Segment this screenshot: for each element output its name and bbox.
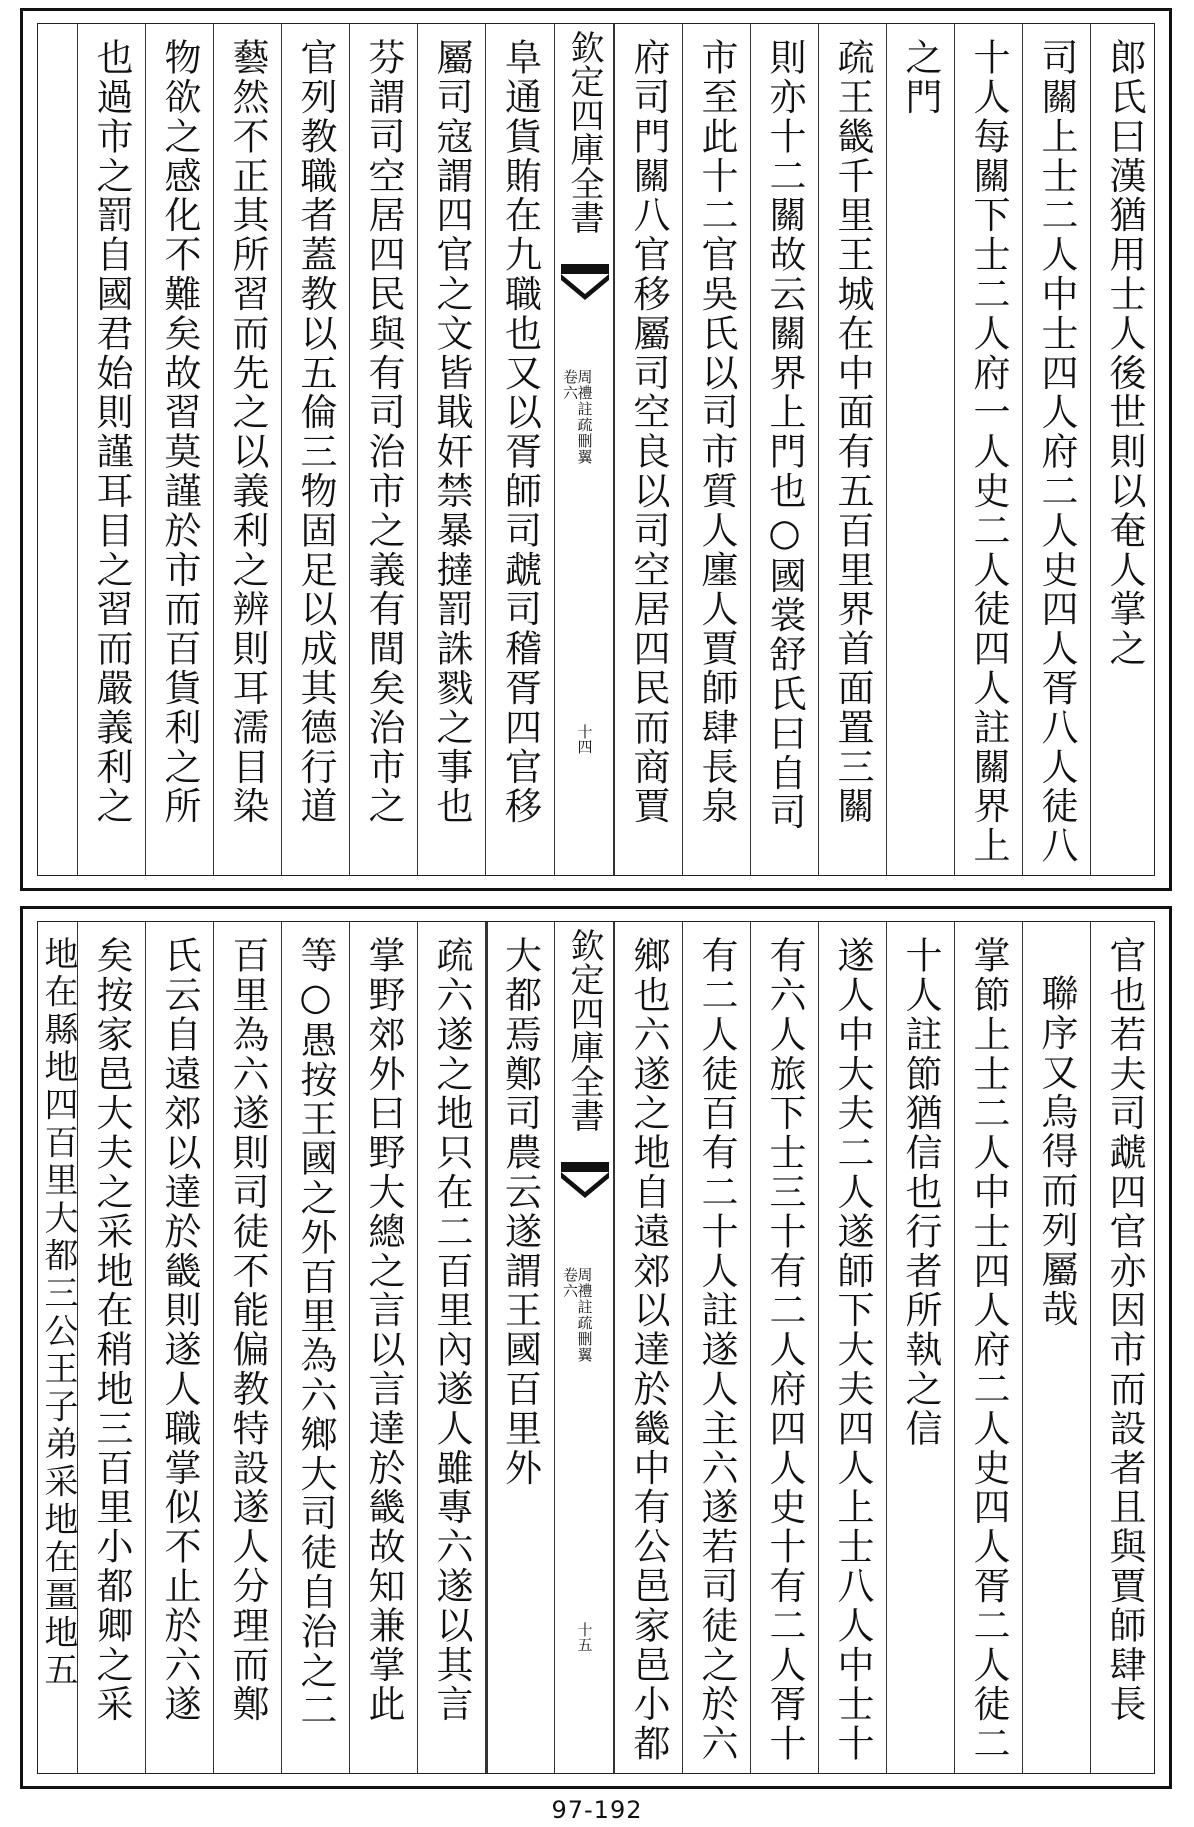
text-column: [1090, 24, 1158, 875]
text-column: [750, 24, 818, 875]
column-text: 疏王畿千里王城在中面有五百里界首面置三關: [831, 38, 874, 826]
column-text: 鄉也六遂之地自遠郊以達於畿中有公邑家邑小都: [627, 936, 670, 1764]
text-column: [818, 24, 886, 875]
text-column: [486, 24, 554, 875]
column-text: 矣按家邑大夫之采地在稍地三百里小都卿之采: [90, 936, 133, 1724]
text-column: [614, 922, 682, 1773]
text-column: [418, 922, 486, 1773]
text-column: [1022, 922, 1090, 1773]
text-column: [1022, 24, 1090, 875]
column-text: 阜通貨賄在九職也又以胥師司虣司稽胥四官移: [498, 38, 542, 826]
text-column: [1090, 922, 1158, 1773]
column-text: 十人每關下士二人府一人史二人徒四人註關界上: [967, 38, 1010, 866]
column-text: 大都焉鄭司農云遂謂王國百里外: [498, 936, 542, 1488]
text-column: [682, 922, 750, 1773]
text-column: [146, 24, 214, 875]
text-column: [886, 922, 954, 1773]
column-text: 遂人中大夫二人遂師下大夫四人上士八人中士十: [831, 936, 874, 1764]
text-column: [350, 922, 418, 1773]
bottom-page: [20, 906, 1172, 1789]
column-text: 也過市之罰自國君始則謹耳目之習而嚴義利之: [90, 38, 133, 826]
text-column: [954, 24, 1022, 875]
text-column: [418, 24, 486, 875]
column-text: 掌野郊外曰野大總之言以言達於畿故知兼掌此: [362, 936, 405, 1724]
text-column: [214, 922, 282, 1773]
column-text: 聯序又烏得而列屬哉: [1035, 974, 1078, 1329]
column-text: 官也若夫司虣四官亦因市而設者且與賈師肆長: [1103, 936, 1146, 1724]
text-column: [214, 24, 282, 875]
column-text: 地在縣地四百里大都三公王子弟采地在畺地五: [38, 936, 78, 1690]
page-number: 97-192: [551, 1796, 643, 1824]
text-column: [614, 24, 682, 875]
folio-number: 十四: [575, 724, 594, 754]
bottom-page-frame: [37, 921, 1155, 1774]
column-text: 屬司寇謂四官之文皆戢奸禁暴撻罰誅戮之事也: [430, 38, 473, 826]
text-column: [282, 922, 350, 1773]
column-text: 則亦十二關故云關界上門也○國裳舒氏曰自司: [763, 38, 806, 832]
column-text: 物欲之感化不難矣故習莫謹於市而百貨利之所: [158, 38, 201, 826]
column-text: 郎氏曰漢猶用士人後世則以奄人掌之: [1103, 38, 1146, 669]
column-text: 疏六遂之地只在二百里內遂人雖專六遂以其言: [430, 936, 473, 1724]
juan-number: 卷六: [561, 369, 579, 401]
top-page: [20, 8, 1172, 891]
text-column: [682, 24, 750, 875]
book-title: 欽定四庫全書: [564, 30, 604, 234]
book-title: 欽定四庫全書: [564, 928, 604, 1132]
text-column: [146, 922, 214, 1773]
column-text: 百里為六遂則司徒不能偏教特設遂人分理而鄭: [226, 936, 269, 1724]
sub-title: 周禮註疏刪翼: [575, 369, 594, 465]
column-text: 芬謂司空居四民與有司治市之義有間矣治市之: [362, 38, 405, 826]
juan-number: 卷六: [561, 1267, 579, 1299]
column-text: 府司門關八官移屬司空良以司空居四民而商賈: [627, 38, 670, 826]
column-text: 司關上士二人中士四人府二人史四人胥八人徒八: [1035, 38, 1078, 866]
text-column: [954, 922, 1022, 1773]
text-column: [350, 24, 418, 875]
text-column: [38, 922, 78, 1773]
column-text: 藝然不正其所習而先之以義利之辨則耳濡目染: [226, 38, 269, 826]
column-text: 等○愚按王國之外百里為六鄉大司徒自治之二: [294, 936, 337, 1730]
sub-title: 周禮註疏刪翼: [575, 1267, 594, 1363]
column-text: 之門: [899, 38, 942, 117]
column-text: 有六人旅下士三十有二人府四人史十有二人胥十: [763, 936, 806, 1764]
column-text: 官列教職者蓋教以五倫三物固足以成其德行道: [294, 38, 337, 826]
folio-number: 十五: [575, 1622, 594, 1652]
column-text: 市至此十二官吳氏以司市質人廛人賈師肆長泉: [695, 38, 738, 826]
center-banner: [554, 24, 614, 875]
column-text: 掌節上士二人中士四人府二人史四人胥二人徒二: [967, 936, 1010, 1764]
text-column: [38, 24, 78, 875]
text-column: [818, 922, 886, 1773]
center-banner: [554, 922, 614, 1773]
column-text: 十人註節猶信也行者所執之信: [899, 936, 942, 1449]
text-column: [78, 922, 146, 1773]
fish-tail-ornament-icon: [561, 1162, 609, 1198]
text-column: [282, 24, 350, 875]
text-column: [78, 24, 146, 875]
text-column: [750, 922, 818, 1773]
text-column: [486, 922, 488, 1773]
text-column: [486, 922, 554, 1773]
fish-tail-ornament-icon: [561, 264, 609, 300]
column-text: 氏云自遠郊以達於畿則遂人職掌似不止於六遂: [158, 936, 201, 1724]
top-page-frame: [37, 23, 1155, 876]
column-text: 有二人徒百有二十人註遂人主六遂若司徒之於六: [695, 936, 738, 1764]
text-column: [886, 24, 954, 875]
